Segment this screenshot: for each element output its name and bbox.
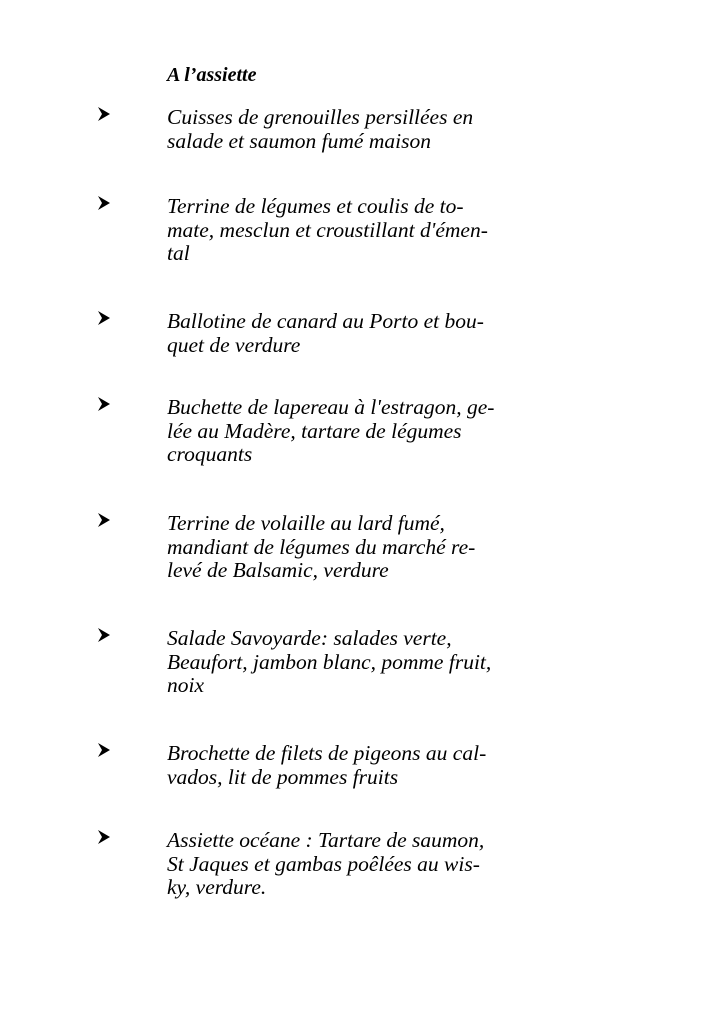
menu-item-line: Brochette de filets de pigeons au cal- (167, 741, 487, 765)
menu-item-line: Ballotine de canard au Porto et bou- (167, 309, 484, 333)
menu-item-line: vados, lit de pommes fruits (167, 764, 399, 789)
menu-item-line: Beaufort, jambon blanc, pomme fruit, (167, 649, 492, 674)
arrowhead-bullet-icon (97, 106, 111, 128)
menu-item-text (167, 627, 567, 698)
arrowhead-bullet-icon (97, 627, 111, 649)
menu-item-line: mandiant de légumes du marché re- (167, 534, 476, 559)
menu-item-line: lée au Madère, tartare de légumes (167, 418, 462, 443)
menu-item-line: Cuisses de grenouilles persillées en (167, 105, 474, 129)
menu-item-text (167, 512, 567, 583)
menu-item-text (167, 195, 567, 266)
menu-item-line: quet de verdure (167, 332, 301, 357)
arrowhead-bullet-icon (97, 512, 111, 534)
menu-item-text (167, 829, 567, 900)
menu-item-line: St Jaques et gambas poêlées au wis- (167, 851, 480, 876)
menu-item-line: mate, mesclun et croustillant d'émen- (167, 217, 488, 242)
arrowhead-bullet-icon (97, 742, 111, 764)
arrowhead-bullet-icon (97, 829, 111, 851)
menu-item-line: Assiette océane : Tartare de saumon, (167, 828, 485, 852)
menu-item-text (167, 106, 567, 153)
menu-item-line: noix (167, 673, 205, 697)
menu-item-text (167, 742, 567, 789)
arrowhead-bullet-icon (97, 195, 111, 217)
menu-item-line: salade et saumon fumé maison (167, 128, 431, 153)
menu-item-line: levé de Balsamic, verdure (167, 558, 389, 582)
menu-item-line: croquants (167, 442, 253, 466)
menu-item-text (167, 396, 567, 467)
menu-item-line: Terrine de légumes et coulis de to- (167, 194, 464, 218)
menu-item-line: Buchette de lapereau à l'estragon, ge- (167, 395, 495, 419)
menu-item-line: ky, verdure. (167, 875, 267, 899)
menu-item-text (167, 310, 567, 357)
menu-item-line: Terrine de volaille au lard fumé, (167, 511, 445, 535)
menu-item-line: Salade Savoyarde: salades verte, (167, 626, 452, 650)
section-heading: A l’assiette (167, 64, 257, 86)
menu-item-line: tal (167, 241, 190, 265)
arrowhead-bullet-icon (97, 396, 111, 418)
arrowhead-bullet-icon (97, 310, 111, 332)
